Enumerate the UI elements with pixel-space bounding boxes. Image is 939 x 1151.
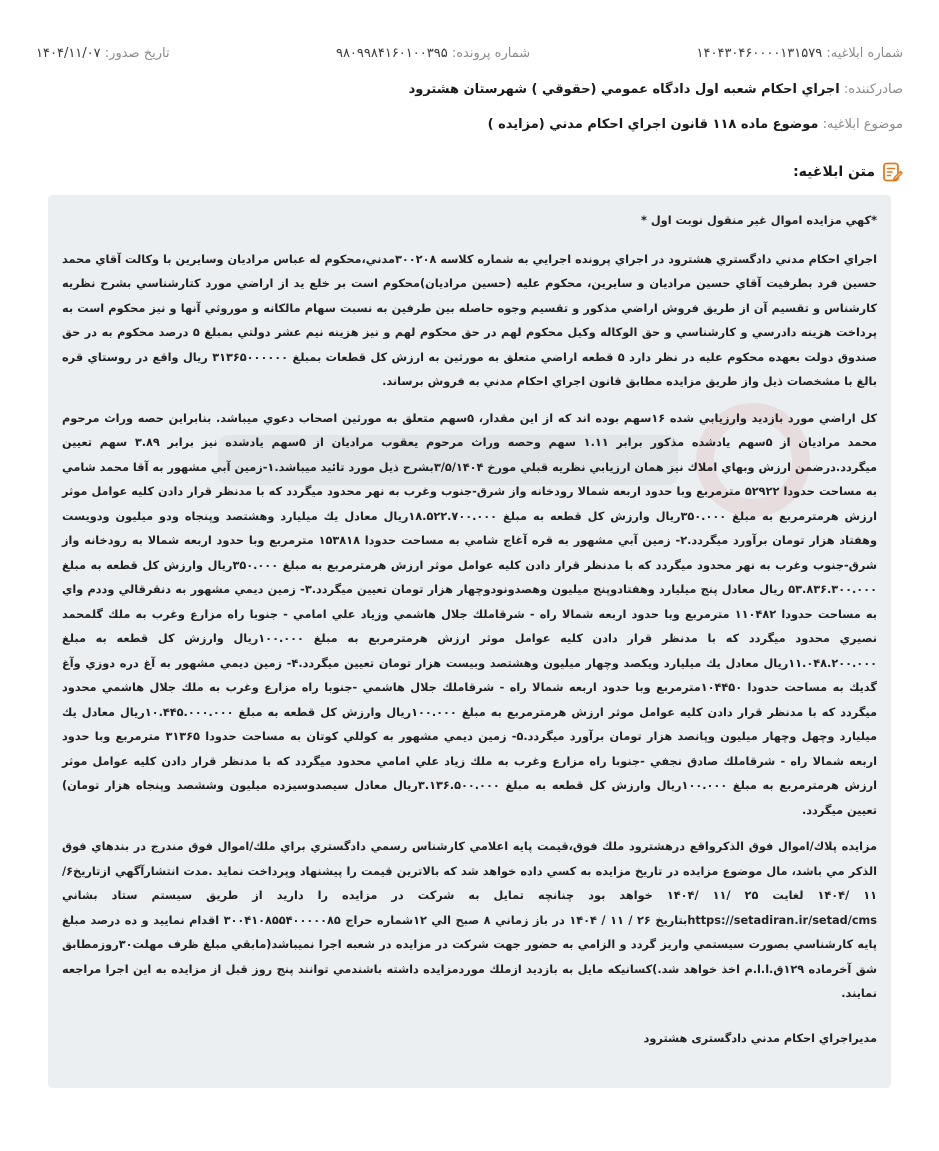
notice-number-label: شماره ابلاغيه: [826,46,903,61]
case-number [336,42,530,66]
issuer-label: صادرکننده: [843,82,903,97]
issue-date-label: تاریخ صدور: [104,46,170,61]
signature: مديراجراي احكام مدني دادگستری هشترود [643,1031,877,1045]
issuer-value: اجراي احكام شعبه اول دادگاه عمومي (حقوقي ) شهرستان هشترود [408,82,840,97]
notice-number-value: ۱۴۰۴۳۰۴۶۰۰۰۰۱۳۱۵۷۹ [696,46,823,61]
notice-content-box [48,195,891,1088]
notice-paragraph-1: اجراي احكام مدني دادگستري هشترود در اجراي پرونده اجرايي به شماره كلاسه ۳۰۰۲۰۸مدني،محكوم له عباس مراديان وسايرين با وكالت آقاي محمد حسين فرد بطرفيت آقاي حسين مراديان و سايرين، محكوم عليه (حسين مراديان)محكوم است بر خلع يد از اراضي مورد كتارشناسي بشرح نظريه كارشناس و تقسيم آن از طريق فروش اراضي مذكور و تقسيم وجوه حاصله بين طرفين به نسبت سهام مالكانه و موروثي آنها و نيز محكوم است به پرداخت هزينه دادرسي و كارشناسي و حق الوكاله وكيل محكوم لهم در حق محكوم لهم و نيز هزينه نيم عشر دولتي بمبلغ ۵ درصد محكوم به در حق صندوق دولت بعهده محكوم عليه در نظر دارد ۵ قطعه اراضي متعلق به مورثين به ارزش كل قطعات بمبلغ ۳۱۳۶۵۰۰۰۰۰۰ ريال واقع در روستاي قره بالغ با مشخصات ذيل واز طريق مزايده مطابق قانون اجراي احكام مدني به فروش برساند. [62,252,877,388]
subject-value: موضوع ماده ۱۱۸ قانون اجراي احكام مدني (مزايده ) [487,117,819,132]
issue-date [36,42,170,66]
section-title [793,160,903,184]
document-edit-icon [881,161,903,183]
subject-row [36,113,903,137]
case-number-label: شماره پرونده: [451,46,531,61]
subject-label: موضوع ابلاغیه: [822,117,903,132]
section-title-text: متن ابلاغیه: [793,164,875,180]
notice-heading: *كهي مزايده اموال غير منقول نوبت اول * [641,214,877,227]
header-meta-row [36,42,903,66]
notice-number [697,42,903,66]
issuer-row [36,78,903,102]
case-number-value: ۹۸۰۹۹۸۴۱۶۰۱۰۰۳۹۵ [335,46,448,61]
notice-paragraph-2: كل اراضي مورد بازديد وارزيابي شده ۱۶سهم بوده اند كه از اين مقدار، ۵سهم متعلق به مورثين اصحاب دعوي ميباشد. بنابراين حصه وراث مرحوم محمد مراديان از ۵سهم يادشده مذكور برابر ۱.۱۱ سهم وحصه وراث مرحوم يعقوب مراديان از ۵سهم يادشده نيز برابر ۳.۸۹ سهم تعيين ميگردد.درضمن ارزش وبهاي املاك نيز همان ارزيابي نظريه قبلي مورخ ۳/۵/۱۴۰۴بشرح ذيل مورد تائيد ميباشد.۱-زمين آبي مشهور به آقا محمد شامي به مساحت حدودا ۵۲۹۲۲ مترمربع وبا حدود اربعه شمالا رودخانه واز شرق-جنوب وغرب به نهر محدود ميگردد كه با مدنظر قرار دادن كليه عوامل موثر ارزش هرمترمربع به مبلغ ۳۵۰.۰۰۰ريال وارزش كل قطعه به مبلغ ۱۸.۵۲۲.۷۰۰.۰۰۰ريال معادل يك ميليارد وهشتصد وپنجاه ودو ميليون ودويست وهفتاد هزار تومان برآورد ميگردد.۲- زمين آبي مشهور به قره آغاج شامي به مساحت حدودا ۱۵۳۸۱۸ مترمربع وبا حدود اربعه شمالا به رودخانه واز شرق-جنوب وغرب به نهر محدود ميگردد كه با مدنظر قرار دادن كليه عوامل موثر ارزش هرمترمربع به مبلغ ۳۵۰.۰۰۰ريال وارزش كل قطعه به مبلغ ۵۳.۸۳۶.۳۰۰.۰۰۰ ريال معادل پنج ميليارد وهفتادوپنج ميليون وهصدونودوچهار هزار تومان تعيين ميگردد.۳- زمين ديمي مشهور به دنقرقالي وددم واي به مساحت حدودا ۱۱۰۴۸۲ مترمربع وبا حدود اربعه شمالا راه - شرقاملك جلال هاشمي وزياد علي امامي - جنوبا راه مزارع وغرب به ملك گلمحمد نصيري محدود ميگردد كه با مدنظر قرار دادن كليه عوامل موثر ارزش هرمترمربع به مبلغ ۱۰۰.۰۰۰ريال وارزش كل قطعه به مبلغ ۱۱.۰۴۸.۲۰۰.۰۰۰ريال معادل يك ميليارد ويكصد وچهار ميليون وهشتصد وبيست هزار تومان تعيين ميگردد.۴- زمين ديمي مشهور به آغ دره دوزي وآغ گديك به مساحت حدودا ۱۰۴۴۵۰مترمربع وبا حدود اربعه شمالا راه - شرقاملك جلال هاشمي -جنوبا راه مزارع وغرب به ملك جلال هاشمي محدود ميگردد كه با مدنظر قرار دادن كليه عوامل موثر ارزش هرمترمربع به مبلغ ۱۰۰.۰۰۰ريال وارزش كل قطعه به مبلغ ۱۰.۴۴۵.۰۰۰.۰۰۰ريال معادل يك ميليارد وچهل وچهار ميليون وپانصد هزار تومان برآورد ميگردد.۵- زمين ديمي مشهور به كوللي كوتان به مساحت حدودا ۳۱۳۶۵ مترمربع وبا حدود اربعه شمالا راه - شرقاملك صادق نجفي -جنوبا راه مزارع وغرب به ملك زياد علي امامي محدود ميگردد كه با مدنظر قرار دادن كليه عوامل موثر ارزش هرمترمربع به مبلغ ۱۰۰.۰۰۰ريال وارزش كل قطعه به مبلغ ۳.۱۳۶.۵۰۰.۰۰۰ريال معادل سيصدوسيزده ميليون وششصد وپنجاه هزار تومان) تعيين ميگردد. [62,411,878,817]
issue-date-value: ۱۴۰۴/۱۱/۰۷ [36,46,101,61]
notice-paragraph-3: مزايده پلاك/اموال فوق الذكرواقع درهشترود ملك فوق،قيمت پايه اعلامي كارشناس رسمي دادگستري براي ملك/اموال فوق مندرج در بندهاي فوق الذكر مي باشد، مال موضوع مزايده در تاريخ مزايده به كسي داده خواهد شد كه بالاترين قيمت را پيشنهاد وپرداخت نمايد .مدت انتشارآگهي ازتاريخ۶/ ۱۱ /۱۴۰۴ لغايت ۲۵ /۱۱ /۱۴۰۴ خواهد بود چنانچه تمايل به شركت در مزايده را داريد از طريق سيستم ستاد بشاني https://setadiran.ir/setad/cmsبتاريخ ۲۶ / ۱۱ / ۱۴۰۴ در باز زماني ۸ صبح الي ۱۲شماره حراج ۳۰۰۴۱۰۸۵۵۴۰۰۰۰۰۸۵ اقدام نماييد و ده درصد مبلغ پايه كارشناسي بصورت سيستمي واريز گردد و الزامي به حضور جهت شركت در مزايده در شعبه اجرا نميباشد(مابقي مبلغ ظرف مهلت۳۰روزمطابق شق آخرماده ۱۲۹ق.ا.ا.م اخذ خواهد شد.)كسانيكه مايل به بازديد ازملك موردمزايده داشته باشندمي توانند پنج روز قبل از مزايده به اين اجرا مراجعه نمايند. [62,840,878,1000]
